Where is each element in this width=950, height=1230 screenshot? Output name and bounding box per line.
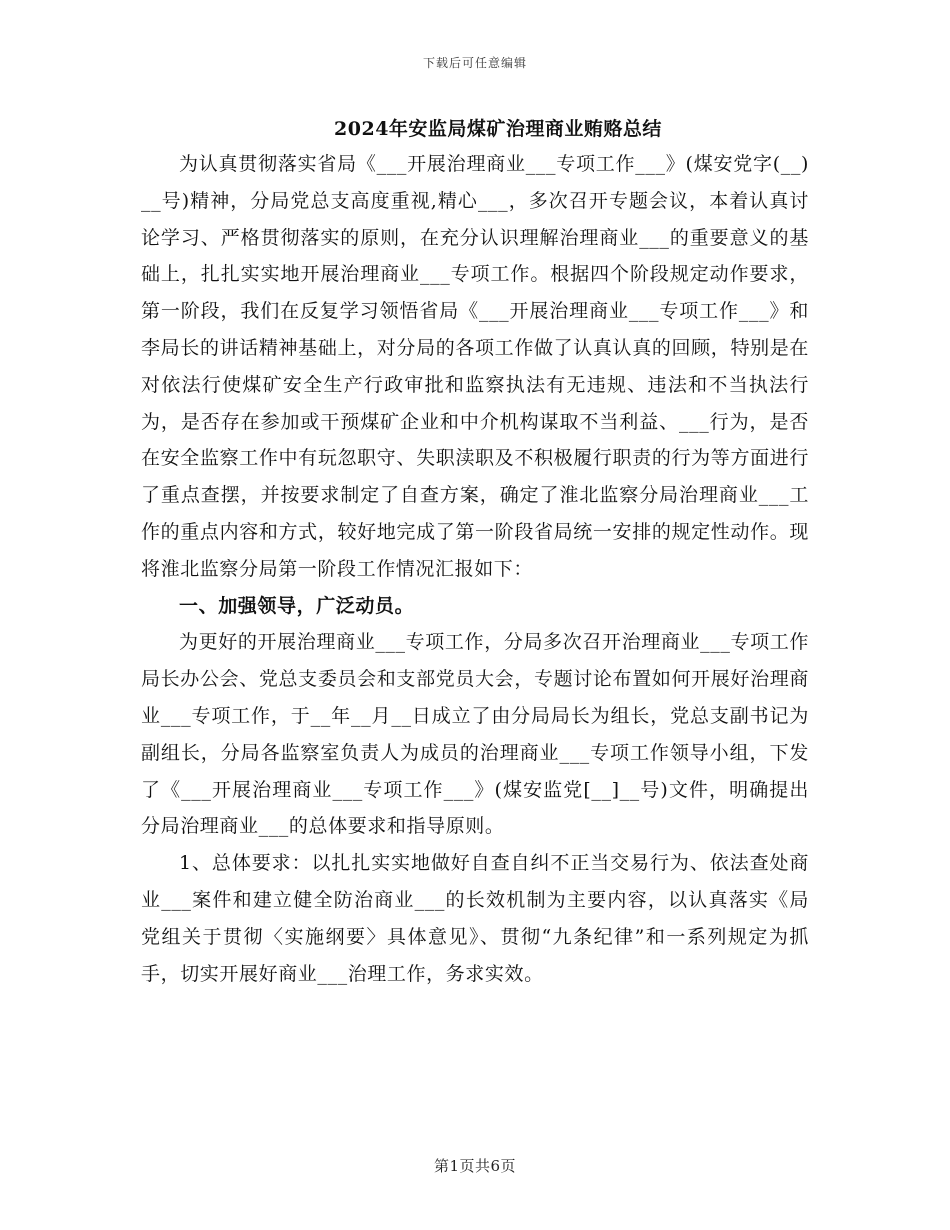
document-title: 2024年安监局煤矿治理商业贿赂总结 [334,118,662,140]
header-note: 下载后可任意编辑 [422,56,527,70]
page-number: 第1页共6页 [433,1157,517,1175]
section-heading: 一、加强领导，广泛动员。 [179,594,415,617]
paragraph-leadership: 为更好的开展治理商业___专项工作，分局多次召开治理商业___专项工作局长办公会、党总支委员会和支部党员大会，专题讨论布置如何开展好治理商业___专项工作，于__年__月__日成立了由分局局长为组长，党总支副书记为副组长，分局各监察室负责人为成员的治理商业___专项工作领导小组，下发了《___开展治理商业___专项工作___》(煤安监党[__]__号)文件，明确提出分局治理商业___的总体要求和指导原则。 [141,631,809,838]
document-body [141,146,809,992]
paragraph-intro: 为认真贯彻落实省局《___开展治理商业___专项工作___》(煤安党字(__)__号)精神，分局党总支高度重视,精心___，多次召开专题会议，本着认真讨论学习、严格贯彻落实的原则，在充分认识理解治理商业___的重要意义的基础上，扎扎实实地开展治理商业___专项工作。根据四个阶段规定动作要求，第一阶段，我们在反复学习领悟省局《___开展治理商业___专项工作___》和李局长的讲话精神基础上，对分局的各项工作做了认真认真的回顾，特别是在对依法行使煤矿安全生产行政审批和监察执法有无违规、违法和不当执法行为，是否存在参加或干预煤矿企业和中介机构谋取不当利益、___行为，是否在安全监察工作中有玩忽职守、失职渎职及不积极履行职责的行为等方面进行了重点查摆，并按要求制定了自查方案，确定了淮北监察分局治理商业___工作的重点内容和方式，较好地完成了第一阶段省局统一安排的规定性动作。现将淮北监察分局第一阶段工作情况汇报如下： [141,153,809,580]
paragraph-requirements: 1、总体要求：以扎扎实实地做好自查自纠不正当交易行为、依法查处商业___案件和建立健全防治商业___的长效机制为主要内容，以认真落实《局党组关于贯彻〈实施纲要〉具体意见》、贯彻“九条纪律”和一系列规定为抓手，切实开展好商业___治理工作，务求实效。 [141,852,809,985]
